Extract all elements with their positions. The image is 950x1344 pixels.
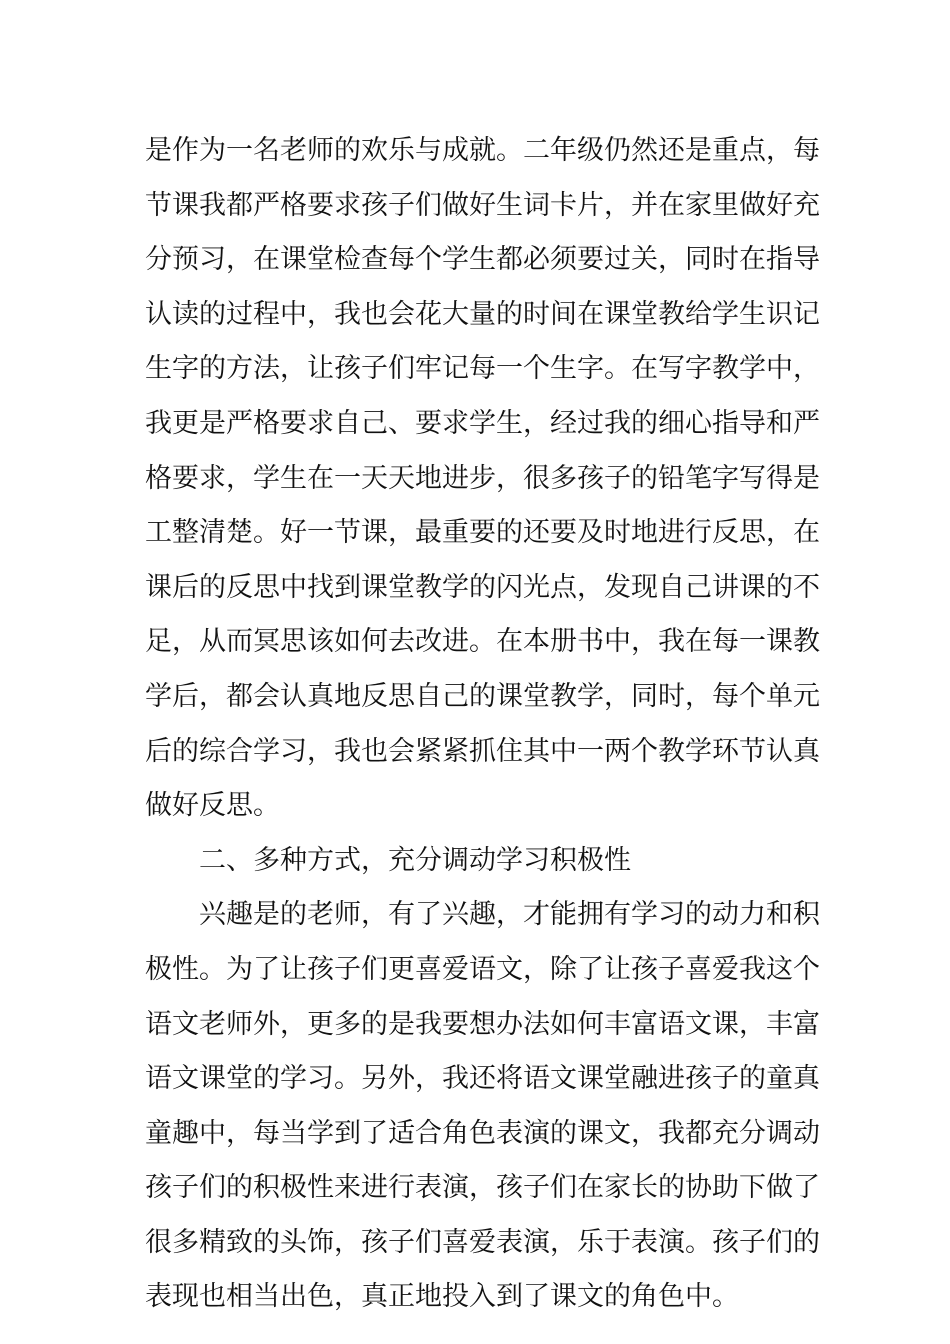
paragraph-line: 孩子们的积极性来进行表演，孩子们在家长的协助下做了 xyxy=(145,1172,820,1204)
paragraph-line: 工整清楚。好一节课，最重要的还要及时地进行反思，在 xyxy=(145,517,820,549)
paragraph-line: 表现也相当出色，真正地投入到了课文的角色中。 xyxy=(145,1281,739,1313)
paragraph-line: 格要求，学生在一天天地进步，很多孩子的铅笔字写得是 xyxy=(145,462,820,494)
paragraph-line: 节课我都严格要求孩子们做好生词卡片，并在家里做好充 xyxy=(145,189,820,221)
document-body xyxy=(145,124,820,1325)
paragraph-line: 后的综合学习，我也会紧紧抓住其中一两个教学环节认真 xyxy=(145,735,820,767)
paragraph-line: 童趣中，每当学到了适合角色表演的课文，我都充分调动 xyxy=(145,1117,820,1149)
paragraph-line: 语文老师外，更多的是我要想办法如何丰富语文课，丰富 xyxy=(145,1008,820,1040)
paragraph-line: 极性。为了让孩子们更喜爱语文，除了让孩子喜爱我这个 xyxy=(145,953,820,985)
section-heading: 二、多种方式，充分调动学习积极性 xyxy=(199,844,631,876)
paragraph-line: 分预习，在课堂检查每个学生都必须要过关，同时在指导 xyxy=(145,244,820,276)
paragraph-line: 学后，都会认真地反思自己的课堂教学，同时，每个单元 xyxy=(145,680,820,712)
paragraph-line: 很多精致的头饰，孩子们喜爱表演，乐于表演。孩子们的 xyxy=(145,1226,820,1258)
paragraph-line: 语文课堂的学习。另外，我还将语文课堂融进孩子的童真 xyxy=(145,1063,820,1095)
paragraph-line: 足，从而冥思该如何去改进。在本册书中，我在每一课教 xyxy=(145,626,820,658)
paragraph-line: 是作为一名老师的欢乐与成就。二年级仍然还是重点，每 xyxy=(145,135,820,166)
paragraph-line: 做好反思。 xyxy=(145,790,280,822)
paragraph-line: 我更是严格要求自己、要求学生，经过我的细心指导和严 xyxy=(145,407,820,439)
paragraph-line: 兴趣是的老师，有了兴趣，才能拥有学习的动力和积 xyxy=(199,899,820,931)
paragraph-line: 生字的方法，让孩子们牢记每一个生字。在写字教学中， xyxy=(145,353,820,385)
paragraph-line: 课后的反思中找到课堂教学的闪光点，发现自己讲课的不 xyxy=(145,571,820,603)
paragraph-line: 认读的过程中，我也会花大量的时间在课堂教给学生识记 xyxy=(145,298,820,330)
